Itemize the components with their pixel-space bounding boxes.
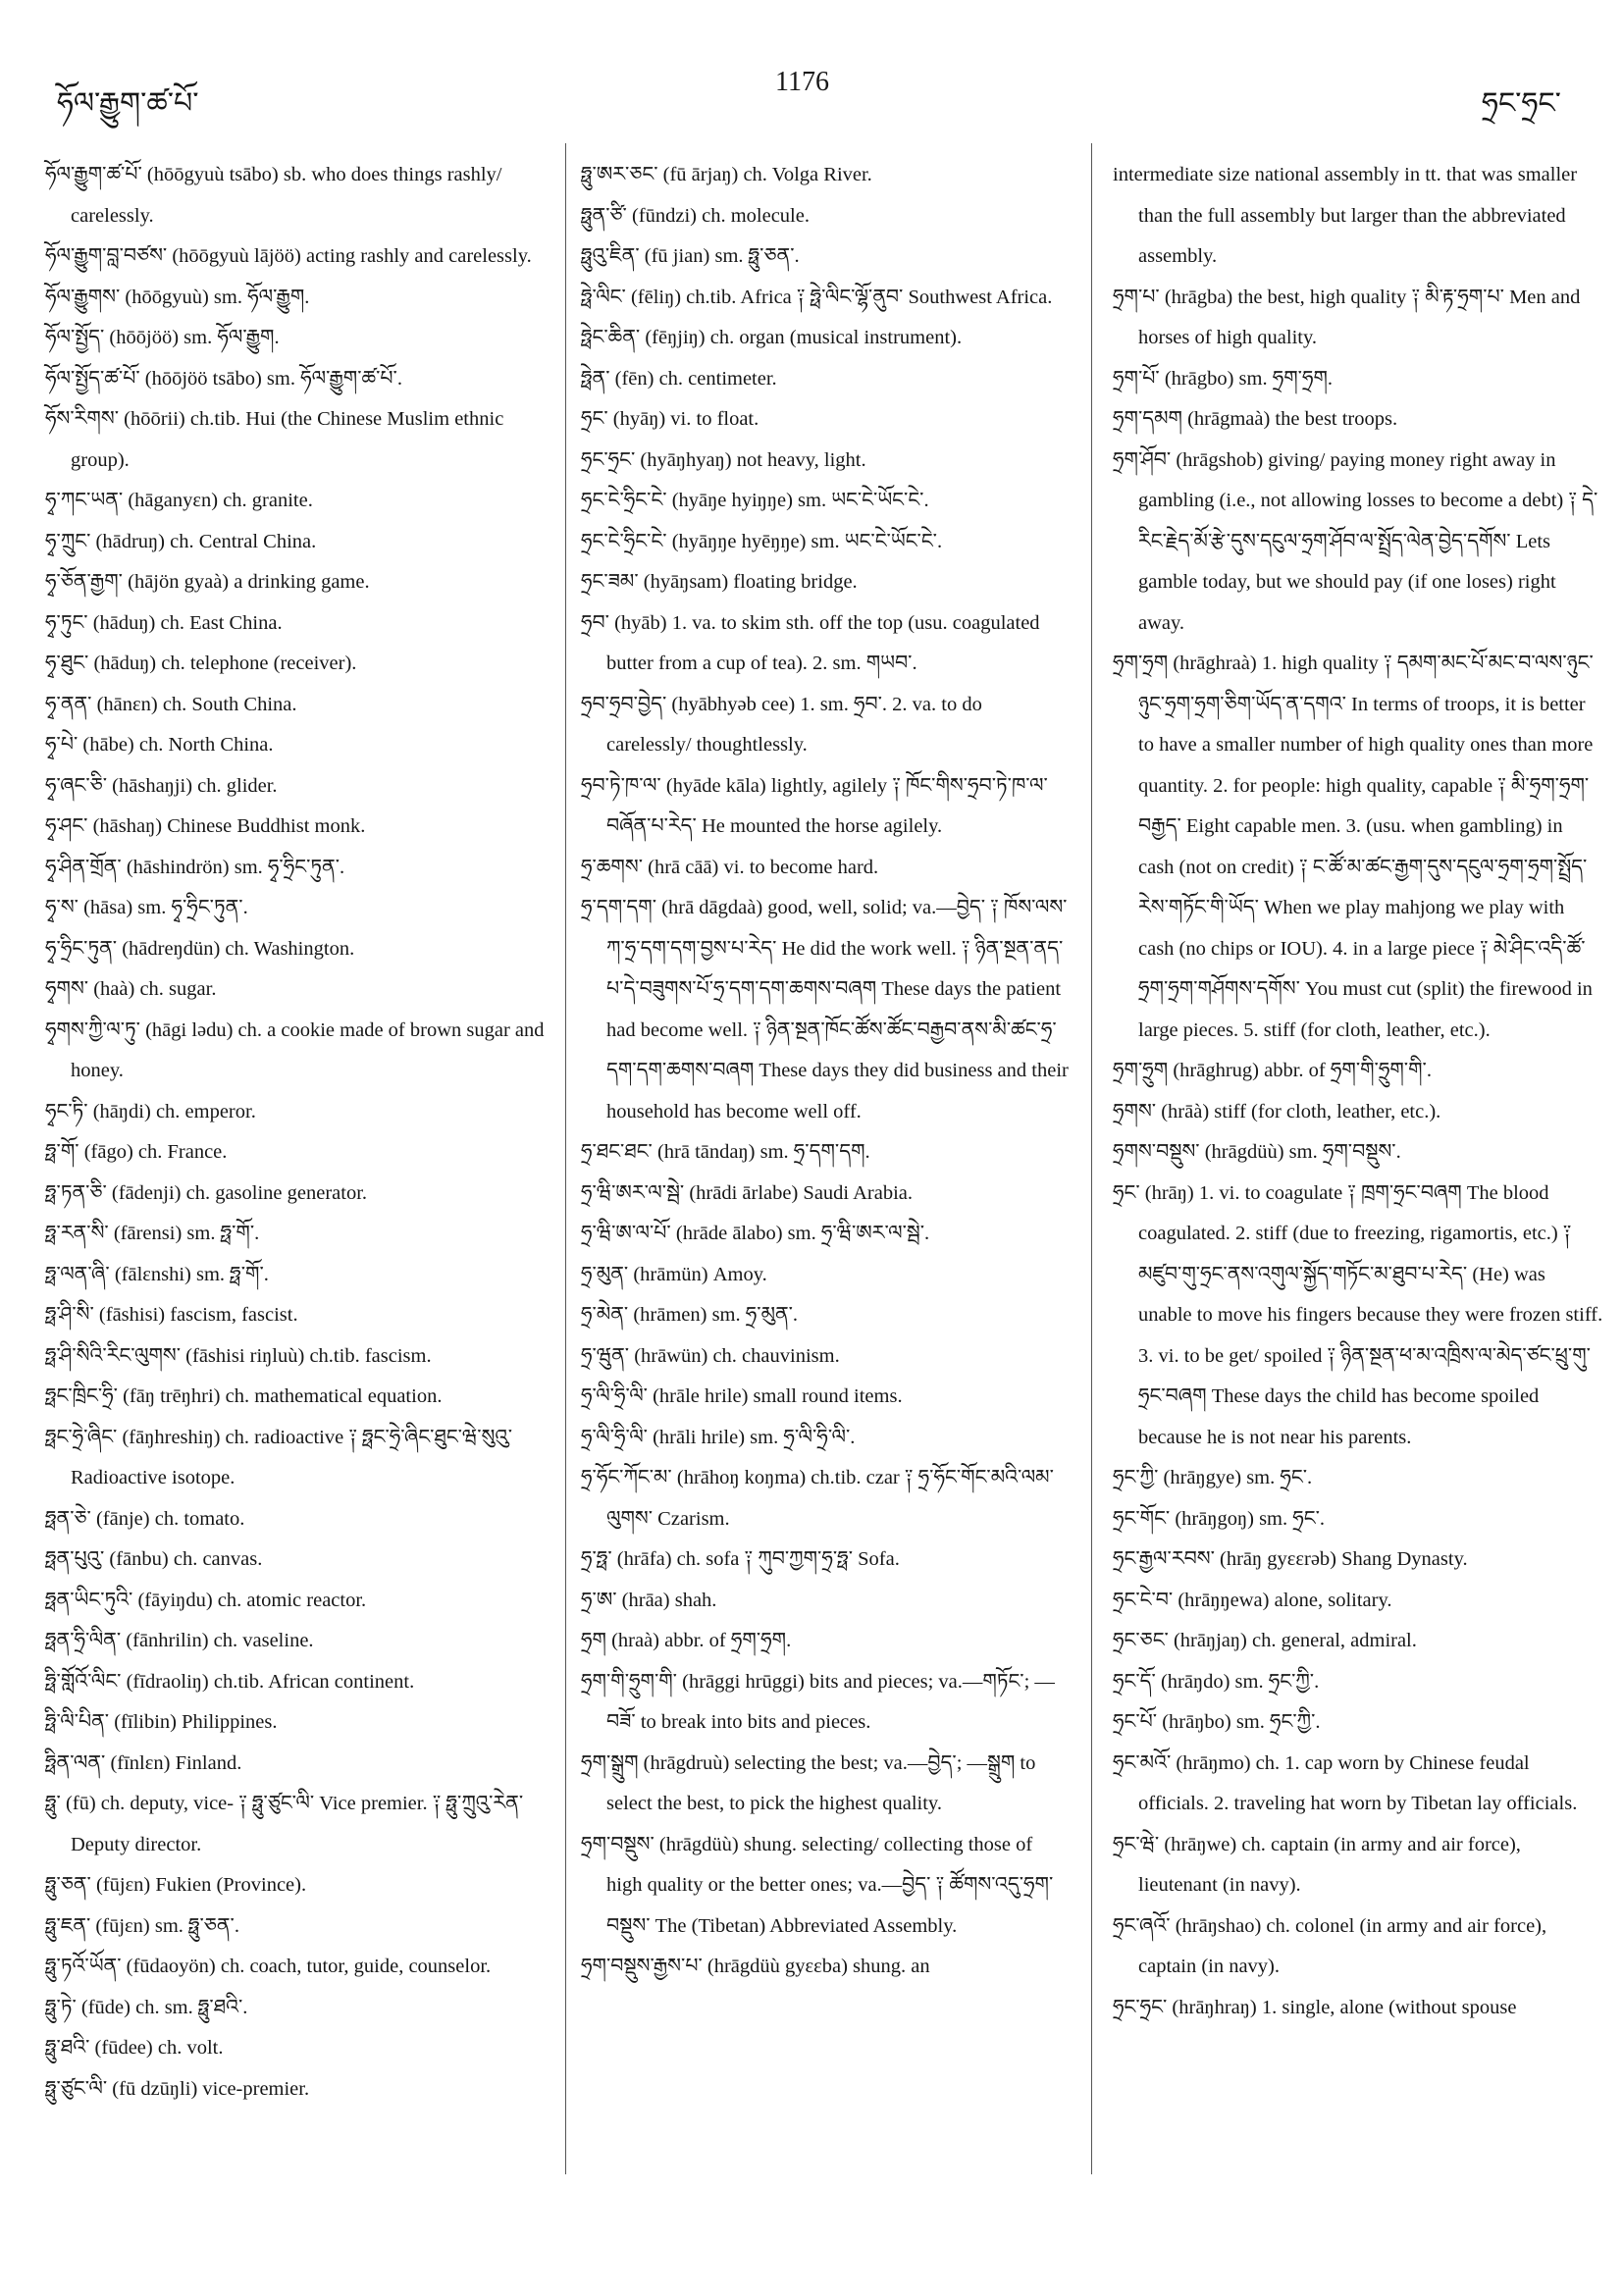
dictionary-entry: ཧྥུ་ (fū) ch. deputy, vice- ༑ ཧྥུ་ཙུང་ལི་ Vice premier. ༑ ཧྥུ་ཀྲུའུ་རེན་ Deputy director. bbox=[45, 1793, 524, 1855]
dictionary-entry: ཧྭ་ཞང་ཅི་ (hāshaŋji) ch. glider. bbox=[45, 774, 278, 797]
dictionary-entry: ཧྥན་ཧྲི་ལིན་ (fānhrilin) ch. vaseline. bbox=[45, 1630, 314, 1651]
dictionary-entry: ཧྲང་ (hyāŋ) vi. to float. bbox=[581, 408, 759, 430]
dictionary-entry: ཧྲ་ཧྥ་ (hrāfa) ch. sofa ༑ ཀུབ་ཀྱག་ཧྲ་ཧྥ་ Sofa. bbox=[581, 1548, 900, 1570]
dictionary-entry: ཧྥ་ཏན་ཅི་ (fādenji) ch. gasoline generator. bbox=[45, 1181, 368, 1204]
dictionary-entry: ཧྲང་ངེ་ཧྲིང་ངེ་ (hyāŋŋe hyēŋŋe) sm. ཡང་ངེ་ཡོང་ངེ་. bbox=[581, 530, 943, 552]
dictionary-entry: ཧྭ་ས་ (hāsa) sm. ཧྭ་ཧྲིང་ཏུན་. bbox=[45, 897, 248, 918]
dictionary-entry: ཧྥུ་ཏེ་ (fūde) ch. sm. ཧྥུ་ཐའི་. bbox=[45, 1996, 248, 2018]
dictionary-entry: ཧོལ་རྒྱུགས་ (hōōgyuù) sm. ཧོལ་རྒྱུག. bbox=[45, 286, 310, 308]
dictionary-entry: ཧྲ་ལི་ཧྲི་ལི་ (hrāli hrile) sm. ཧྲ་ལི་ཧྲི་ལི་. bbox=[581, 1426, 856, 1448]
dictionary-entry: ཧྥ་ཤི་སིའི་རིང་ལུགས་ (fāshisi riŋluù) ch.tib. fascism. bbox=[45, 1344, 432, 1367]
dictionary-entry: ཧྭ་ཏུང་ (hāduŋ) ch. East China. bbox=[45, 611, 283, 634]
dictionary-entry: ཧྲང་ངེ་བ་ (hrāŋŋewa) alone, solitary. bbox=[1113, 1589, 1392, 1611]
column-divider bbox=[1091, 143, 1092, 2174]
dictionary-entry: ཧྲ་ཝི་ཨ་ལ་པོ་ (hrāde ālabo) sm. ཧྲ་ཝི་ཨར་ལ་སྦེ་. bbox=[581, 1223, 930, 1244]
dictionary-entry: ཧྥུ་ཇན་ (fūjεn) sm. ཧྥུ་ཅན་. bbox=[45, 1914, 239, 1937]
dictionary-entry: ཧྲང་ཟམ་ (hyāŋsam) floating bridge. bbox=[581, 571, 858, 593]
dictionary-entry: ཧྭགས་ (haà) ch. sugar. bbox=[45, 978, 217, 1000]
dictionary-entry: ཧྥ་ལན་ཞི་ (fālεnshi) sm. ཧྥ་གོ་. bbox=[45, 1263, 269, 1285]
dictionary-column-2 bbox=[581, 155, 1072, 1988]
dictionary-entry: ཧྲག (hraà) abbr. of ཧྲག་ཧྲག. bbox=[581, 1630, 792, 1651]
dictionary-entry: ཧྲ་ཝུན་ (hrāwün) ch. chauvinism. bbox=[581, 1344, 840, 1367]
dictionary-entry: ཧོལ་སྤྱོད་ (hōōjöö) sm. ཧོལ་རྒྱུག. bbox=[45, 327, 280, 348]
dictionary-entry: ཧྭ་ཧྲིང་ཏུན་ (hādreŋdün) ch. Washington. bbox=[45, 937, 355, 960]
dictionary-entry: ཧྭ་ཐུང་ (hāduŋ) ch. telephone (receiver). bbox=[45, 652, 357, 674]
dictionary-entry: ཧྥན་ཡིང་ཏུའི་ (fāyiŋdu) ch. atomic reactor. bbox=[45, 1589, 367, 1611]
dictionary-entry: ཧྲབ་ཏེ་ཁ་ལ་ (hyāde kāla) lightly, agilely ༑ ཁོང་གིས་ཧྲབ་ཏེ་ཁ་ལ་བཞོན་པ་རེད་ He mounted the horse agilely. bbox=[581, 774, 1048, 837]
dictionary-entry: ཧྲང་རྒྱལ་རབས་ (hrāŋ gyεεrəb) Shang Dynasty. bbox=[1113, 1548, 1468, 1570]
dictionary-entry: ཧྲ་ཝི་ཨར་ལ་སྦེ་ (hrādi ārlabe) Saudi Arabia. bbox=[581, 1181, 914, 1204]
dictionary-entry: ཧྲ་ཐང་ཐང་ (hrā tāndaŋ) sm. ཧྲ་དག་དག. bbox=[581, 1141, 870, 1163]
dictionary-entry: intermediate size national assembly in tt. that was smaller than the full assembly but larger than the abbreviated assembly. bbox=[1113, 164, 1578, 267]
dictionary-entry: ཧྥང་ཁྲིང་ཧྲི་ (fāŋ trēŋhri) ch. mathematical equation. bbox=[45, 1385, 443, 1407]
dictionary-entry: ཧྥེ་ལིང་ (fēliŋ) ch.tib. Africa ༑ ཧྥེ་ལིང་ལྷོ་ནུབ་ Southwest Africa. bbox=[581, 286, 1053, 308]
dictionary-entry: ཧྥུ་ཐའི་ (fūdee) ch. volt. bbox=[45, 2037, 224, 2059]
dictionary-entry: ཧྲབ་ཧྲབ་བྱེད་ (hyābhyəb cee) 1. sm. ཧྲབ་. 2. va. to do carelessly/ thoughtlessly. bbox=[581, 693, 982, 756]
dictionary-entry: ཧྭ་པེ་ (hābe) ch. North China. bbox=[45, 734, 274, 756]
dictionary-entry: ཧྥན་པུའུ་ (fānbu) ch. canvas. bbox=[45, 1548, 263, 1570]
running-header-left: ཧོལ་རྒྱུག་ཚ་པོ་ bbox=[57, 87, 199, 120]
dictionary-entry: ཧྥུ་ཅན་ (fūjεn) Fukien (Province). bbox=[45, 1874, 307, 1896]
dictionary-entry: ཧྥུ་ཏའོ་ཡོན་ (fūdaoyön) ch. coach, tutor, guide, counselor. bbox=[45, 1956, 492, 1977]
dictionary-entry: ཧྥ་གོ་ (fāgo) ch. France. bbox=[45, 1141, 228, 1163]
dictionary-entry: ཧྲ་མེན་ (hrāmen) sm. ཧྲ་མུན་. bbox=[581, 1304, 799, 1326]
dictionary-entry: ཧྭ་ནན་ (hānεn) ch. South China. bbox=[45, 693, 297, 715]
dictionary-entry: ཧྲ་ལི་ཧྲི་ལི་ (hrāle hrile) small round items. bbox=[581, 1385, 903, 1407]
dictionary-entry: ཧྲང་མའོ་ (hrāŋmo) ch. 1. cap worn by Chinese feudal officials. 2. traveling hat worn by Tibetan lay officials. bbox=[1113, 1751, 1578, 1814]
dictionary-entry: ཧྥུ་ཨར་ཅང་ (fū ārjaŋ) ch. Volga River. bbox=[581, 164, 872, 185]
dictionary-entry: ཧྲག་པོ་ (hrāgbo) sm. ཧྲག་ཧྲག. bbox=[1113, 367, 1334, 390]
dictionary-entry: ཧྲག་ཤོབ་ (hrāgshob) giving/ paying money right away in gambling (i.e., not allowing losses to become a debt) ༑ དེ་རིང་རྗེད་མོ་རྩེ་དུས་དངུལ་ཧྲག་ཤོབ་ལ་སྤྲོད་ལེན་བྱེད་དགོས་ Lets gamble today, but we should pay (if one loses) right away. bbox=[1113, 448, 1598, 634]
dictionary-entry: ཧྲང་ཅང་ (hrāŋjaŋ) ch. general, admiral. bbox=[1113, 1630, 1417, 1651]
dictionary-entry: ཧྥང་ཧྲེ་ཞིང་ (fāŋhreshiŋ) ch. radioactive ༑ ཧྥང་ཧྲེ་ཞིང་ཐུང་ཝེ་སུའུ་ Radioactive isotope. bbox=[45, 1426, 513, 1488]
dictionary-entry: ཧྥུན་ཙི་ (fūndzi) ch. molecule. bbox=[581, 204, 810, 227]
dictionary-column-3 bbox=[1113, 155, 1603, 2028]
dictionary-entry: ཧྭང་ཏི་ (hāŋdi) ch. emperor. bbox=[45, 1100, 256, 1122]
dictionary-entry: ཧྲང་ཧྲང་ (hyāŋhyaŋ) not heavy, light. bbox=[581, 448, 866, 471]
dictionary-entry: ཧྥི་གློའོ་ལིང་ (fīdraoliŋ) ch.tib. African continent. bbox=[45, 1670, 415, 1693]
dictionary-entry: ཧྲང་ཧྲང་ (hrāŋhraŋ) 1. single, alone (without spouse bbox=[1113, 1996, 1517, 2018]
dictionary-entry: ཧྲ་ཨ་ (hrāa) shah. bbox=[581, 1589, 717, 1611]
dictionary-entry: ཧྲགས་ (hrāà) stiff (for cloth, leather, etc.). bbox=[1113, 1100, 1441, 1122]
dictionary-entry: ཧྲང་དོ་ (hrāŋdo) sm. ཧྲང་ཀྱི་. bbox=[1113, 1670, 1320, 1693]
dictionary-entry: ཧྲང་ཝེ་ (hrāŋwe) ch. captain (in army and air force), lieutenant (in navy). bbox=[1113, 1833, 1521, 1896]
dictionary-entry: ཧྥིན་ལན་ (fīnlεn) Finland. bbox=[45, 1751, 242, 1774]
dictionary-entry: ཧྲགས་བསྡུས་ (hrāgdüù) sm. ཧྲག་བསྡུས་. bbox=[1113, 1141, 1401, 1163]
dictionary-entry: ཧྭ་ཤིན་གྲོན་ (hāshindrön) sm. ཧྭ་ཧྲིང་ཏུན་. bbox=[45, 856, 345, 878]
dictionary-entry: ཧོལ་རྒྱུག་ཚ་པོ་ (hōōgyuù tsābo) sb. who does things rashly/ carelessly. bbox=[45, 164, 502, 227]
dictionary-column-1 bbox=[45, 155, 555, 2110]
dictionary-entry: ཧྲང་གོང་ (hrāŋgoŋ) sm. ཧྲང་. bbox=[1113, 1507, 1326, 1530]
dictionary-entry: ཧོལ་སྤྱོད་ཚ་པོ་ (hōōjöö tsābo) sm. ཧོལ་རྒྱུག་ཚ་པོ་. bbox=[45, 367, 402, 390]
column-divider bbox=[565, 143, 566, 2174]
dictionary-entry: ཧྲ་ཆགས་ (hrā cāā) vi. to become hard. bbox=[581, 856, 879, 878]
dictionary-entry: ཧྲང་ཀྱི་ (hrāŋgye) sm. ཧྲང་. bbox=[1113, 1467, 1313, 1488]
dictionary-entry: ཧྲག་ཧྲུག (hrāghrug) abbr. of ཧྲག་གི་ཧྲུག་གི་. bbox=[1113, 1060, 1432, 1081]
dictionary-entry: ཧྭ་ཀྲུང་ (hādruŋ) ch. Central China. bbox=[45, 530, 317, 552]
dictionary-entry: ཧྥན་ཅེ་ (fānje) ch. tomato. bbox=[45, 1507, 245, 1530]
dictionary-entry: ཧྥེན་ (fēn) ch. centimeter. bbox=[581, 367, 777, 390]
dictionary-entry: ཧྭ་ཀང་ཡན་ (hāganyεn) ch. granite. bbox=[45, 490, 313, 511]
dictionary-entry: ཧྥུ་ཙུང་ལི་ (fū dzūŋli) vice-premier. bbox=[45, 2077, 310, 2100]
page-number: 1176 bbox=[775, 67, 829, 97]
dictionary-entry: ཧྲག་བསྡུས་རྒྱས་པ་ (hrāgdüù gyεεba) shung. an bbox=[581, 1956, 930, 1977]
dictionary-entry: ཧྲ་དག་དག་ (hrā dāgdaà) good, well, solid; va.—བྱེད་ ༑ ཁོས་ལས་ཀ་ཧྲ་དག་དག་བྱས་པ་རེད་ He did the work well. ༑ ཉིན་སྔན་ནད་པ་དེ་བཟུགས་པོ་ཧྲ་དག་དག་ཆགས་བཞག These days the patient had become well. ༑ ཉིན་སྔན་ཁོང་ཚོས་ཚོང་བརྒྱབ་ནས་མི་ཚང་ཧྲ་དག་དག་ཆགས་བཞག These days they did business and their household has become well off. bbox=[581, 897, 1069, 1122]
dictionary-entry: ཧོས་རིགས་ (hōōrii) ch.tib. Hui (the Chinese Muslim ethnic group). bbox=[45, 408, 504, 471]
dictionary-entry: ཧྲང་པོ་ (hrāŋbo) sm. ཧྲང་ཀྱི་. bbox=[1113, 1711, 1321, 1733]
dictionary-entry: ཧྲག་གི་ཧྲུག་གི་ (hrāggi hrūggi) bits and pieces; va.—གཏོང་; —བཟོ་ to break into bits and pieces. bbox=[581, 1670, 1055, 1733]
dictionary-entry: ཧྲང་ (hrāŋ) 1. vi. to coagulate ༑ ཁྲག་ཧྲང་བཞག The blood coagulated. 2. stiff (due to freezing, rigamortis, etc.) ༑ མཛུབ་གུ་ཧྲང་ནས་འགུལ་སྐྱོད་གཏོང་མ་ཐུབ་པ་རེད་ (He) was unable to move his fingers because they were frozen stiff. 3. vi. to be get/ spoiled ༑ ཉིན་སྔན་ཕ་མ་འཁྲིས་ལ་མེད་ཙང་ཕྲུ་གུ་ཧྲང་བཞག These days the child has become spoiled because he is not near his parents. bbox=[1113, 1181, 1603, 1448]
dictionary-entry: ཧྥེང་ཆིན་ (fēŋjiŋ) ch. organ (musical instrument). bbox=[581, 327, 963, 348]
dictionary-entry: ཧྥུའུ་ཇིན་ (fū jian) sm. ཧྥུ་ཅན་. bbox=[581, 245, 800, 267]
dictionary-entry: ཧོལ་རྒྱུག་བླ་བཙས་ (hōōgyuù lājöö) acting rashly and carelessly. bbox=[45, 245, 532, 267]
dictionary-entry: ཧྲང་ངེ་ཧྲིང་ངེ་ (hyāŋe hyiŋŋe) sm. ཡང་ངེ་ཡོང་ངེ་. bbox=[581, 490, 929, 511]
dictionary-entry: ཧྲག་བསྡུས་ (hrāgdüù) shung. selecting/ collecting those of high quality or the better ones; va.—བྱེད་ ༑ ཚོགས་འདུ་ཧྲག་བསྡུས་ The (Tibetan) Abbreviated Assembly. bbox=[581, 1833, 1054, 1937]
dictionary-entry: ཧྲང་ཞའོ་ (hrāŋshao) ch. colonel (in army and air force), captain (in navy). bbox=[1113, 1914, 1547, 1977]
dictionary-entry: ཧྲག་སྒྲུག (hrāgdruù) selecting the best; va.—བྱེད་; —སྒྲུག to select the best, to pick the highest quality. bbox=[581, 1751, 1036, 1814]
dictionary-entry: ཧྲག་པ་ (hrāgba) the best, high quality ༑ མི་རྟ་ཧྲག་པ་ Men and horses of high quality. bbox=[1113, 286, 1581, 348]
dictionary-entry: ཧྲག་དམག (hrāgmaà) the best troops. bbox=[1113, 408, 1398, 430]
dictionary-entry: ཧྭ་ཤང་ (hāshaŋ) Chinese Buddhist monk. bbox=[45, 815, 366, 837]
dictionary-entry: ཧྥ་རན་སི་ (fārensi) sm. ཧྥ་གོ་. bbox=[45, 1223, 260, 1244]
dictionary-entry: ཧྥ་ཤི་སི་ (fāshisi) fascism, fascist. bbox=[45, 1304, 298, 1326]
dictionary-entry: ཧྥི་ལི་པིན་ (fīlibin) Philippines. bbox=[45, 1711, 278, 1733]
running-header-right: ཧྲང་ཧྲང་ bbox=[1482, 87, 1561, 120]
dictionary-entry: ཧྲ་ཧོང་ཀོང་མ་ (hrāhoŋ koŋma) ch.tib. czar ༑ ཧྲ་ཧོང་གོང་མའི་ལམ་ལུགས་ Czarism. bbox=[581, 1467, 1054, 1530]
dictionary-entry: ཧྲག་ཧྲག (hrāghraà) 1. high quality ༑ དམག་མང་པོ་མང་བ་ལས་ཉུང་ཉུང་ཧྲག་ཧྲག་ཅིག་ཡོད་ན་དགའ་ In terms of troops, it is better to have a smaller number of high quality ones than more quantity. 2. for people: high quality, capable ༑ མི་ཧྲག་ཧྲག་བརྒྱད་ Eight capable men. 3. (usu. when gambling) in cash (not on credit) ༑ ང་ཚོ་མ་ཚང་རྒྱག་དུས་དངུལ་ཧྲག་ཧྲག་སྤྲོད་རེས་གཏོང་གི་ཡོད་ When we play mahjong we play with cash (no chips or IOU). 4. in a large piece ༑ མེ་ཤིང་འདི་ཚོ་ཧྲག་ཧྲག་གཤོགས་དགོས་ You must cut (split) the firewood in large pieces. 5. stiff (for cloth, leather, etc.). bbox=[1113, 652, 1594, 1041]
dictionary-entry: ཧྲ་མུན་ (hrāmün) Amoy. bbox=[581, 1263, 767, 1285]
dictionary-entry: ཧྲབ་ (hyāb) 1. va. to skim sth. off the top (usu. coagulated butter from a cup of tea). 2. sm. གཡབ་. bbox=[581, 611, 1040, 674]
dictionary-entry: ཧྭ་ཅོན་རྒྱག་ (hājön gyaà) a drinking game. bbox=[45, 571, 370, 593]
dictionary-entry: ཧྭགས་ཀྱི་ལ་ཏུ་ (hāgi lədu) ch. a cookie made of brown sugar and honey. bbox=[45, 1018, 545, 1081]
